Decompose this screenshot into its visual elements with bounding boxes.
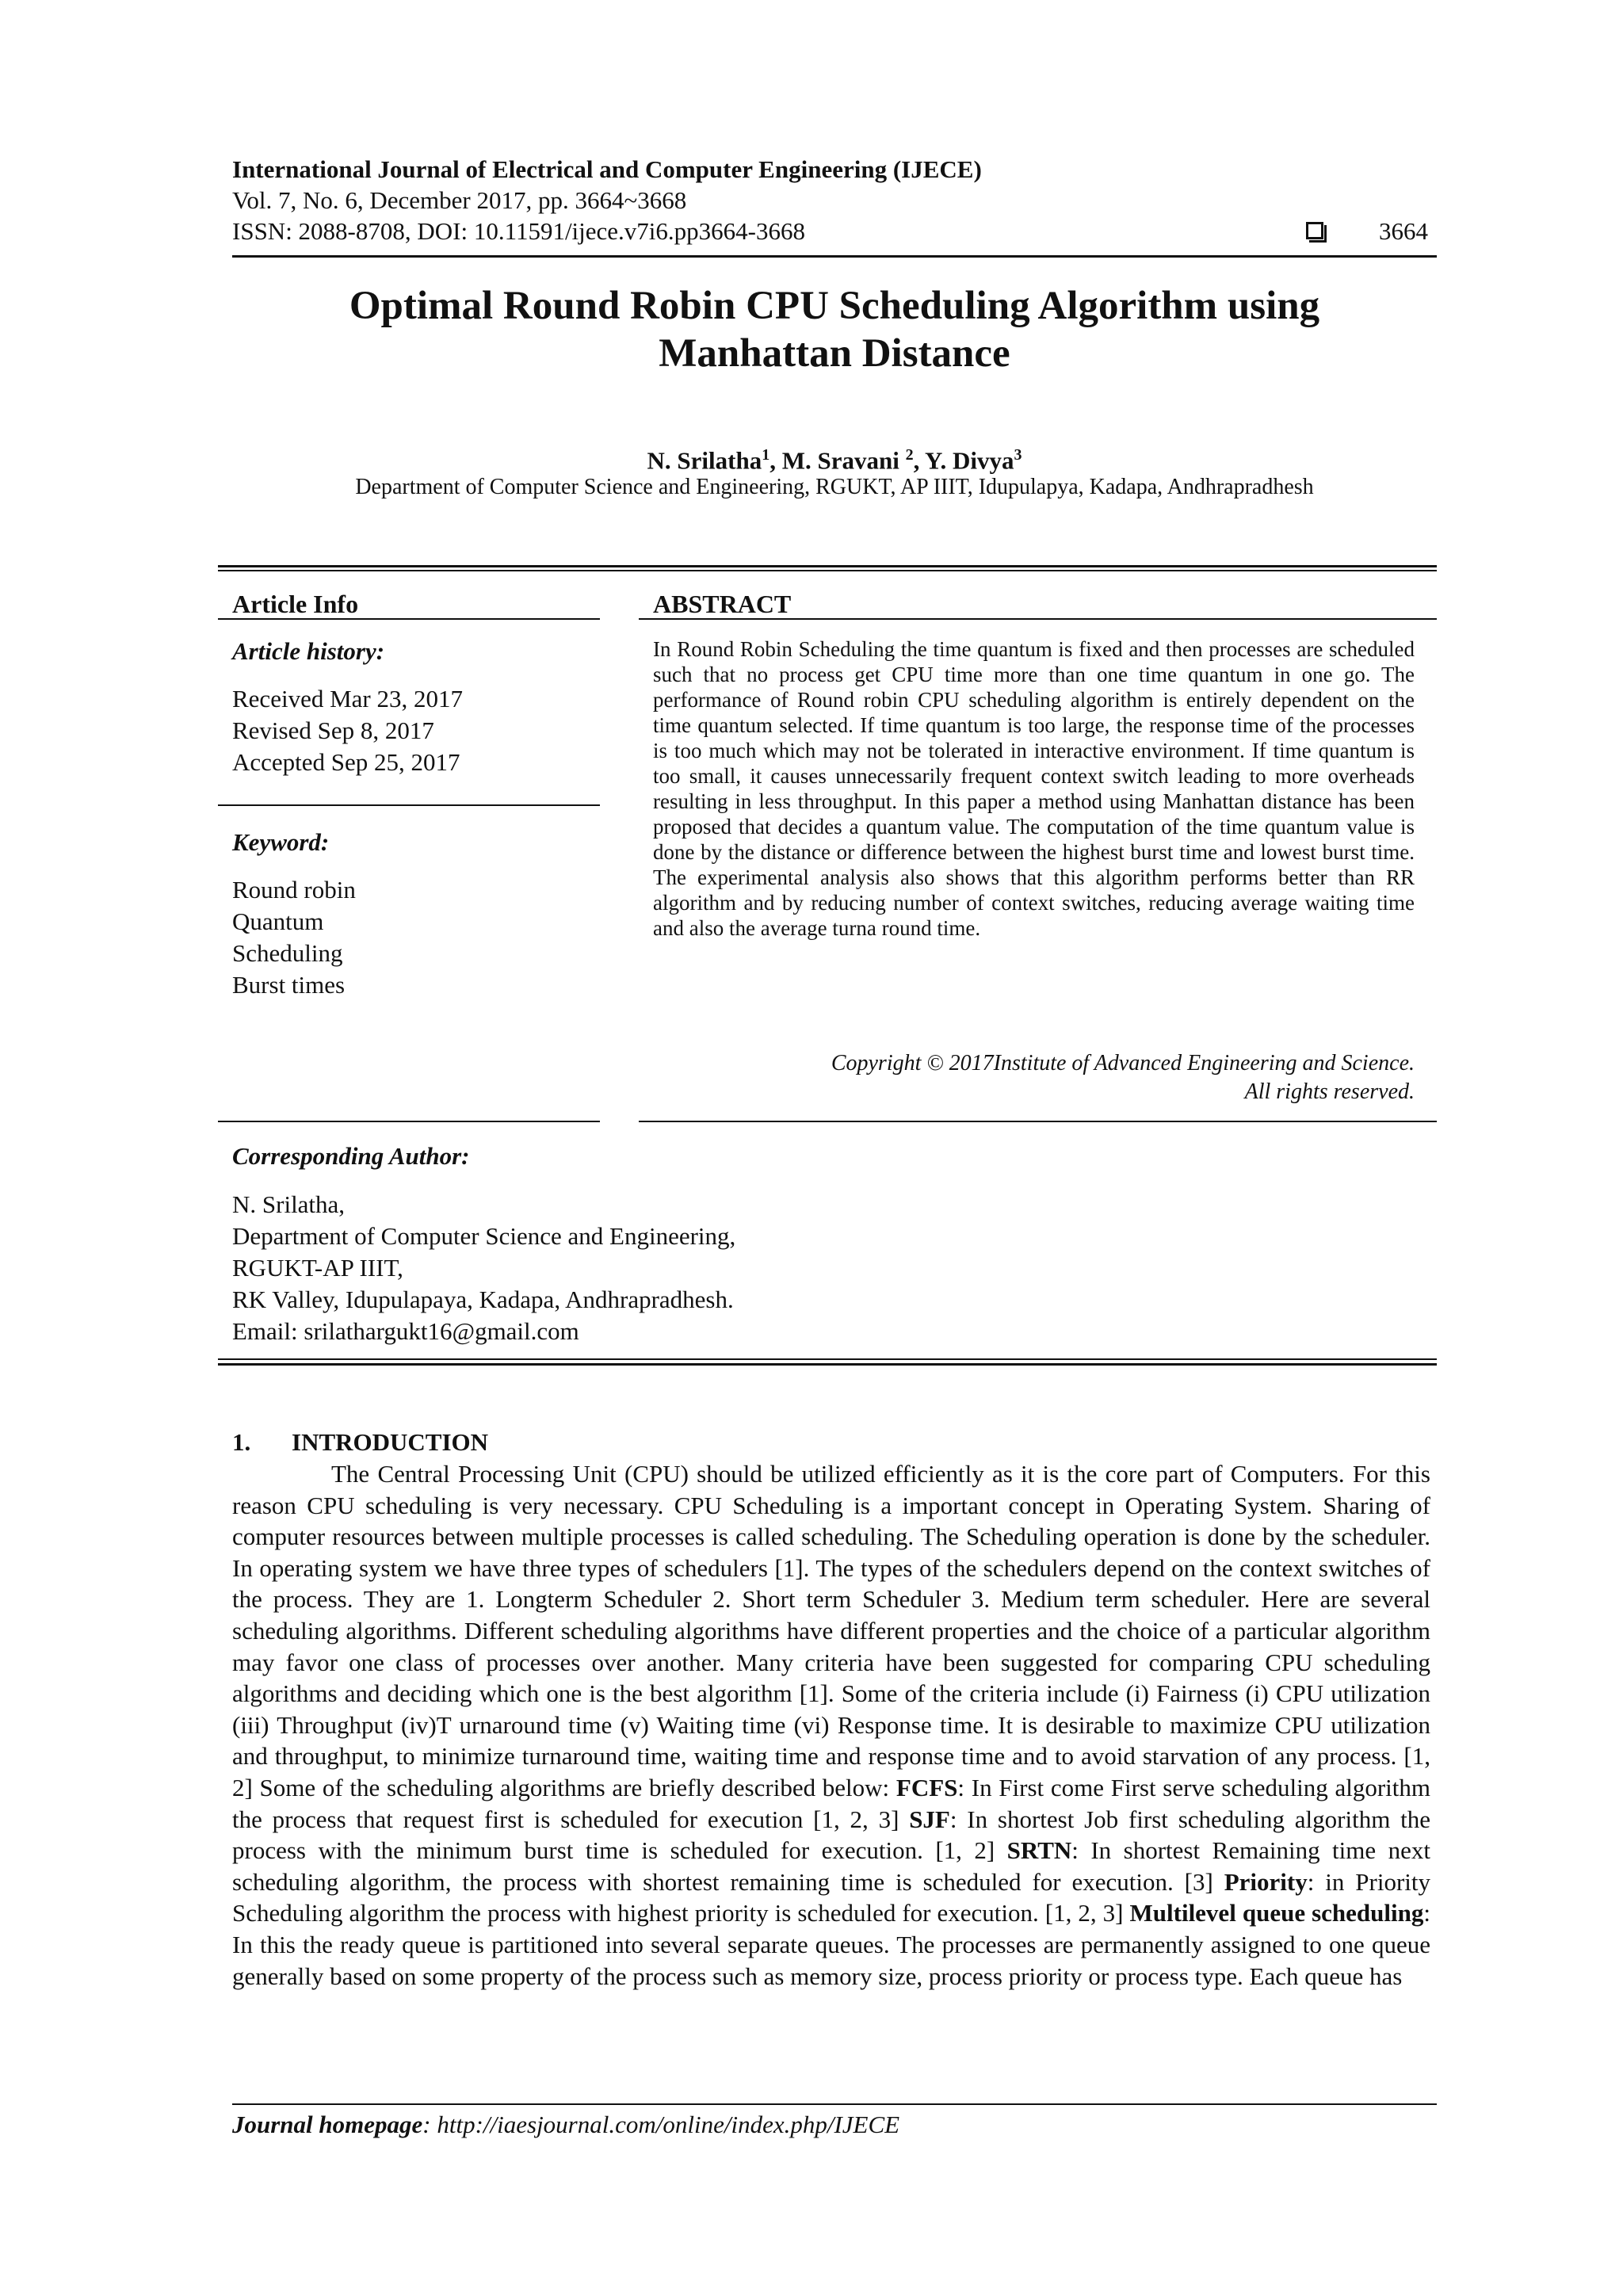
- abstract-rule: [639, 1121, 1437, 1122]
- title-line-2: Manhattan Distance: [659, 331, 1010, 376]
- title-line-1: Optimal Round Robin CPU Scheduling Algorithm using: [349, 284, 1320, 328]
- homepage-colon: :: [422, 2111, 437, 2138]
- journal-homepage: [232, 2110, 899, 2140]
- copyright-line-2: All rights reserved.: [1244, 1079, 1415, 1104]
- article-info-rule: [218, 804, 600, 806]
- section-number: 1.: [232, 1428, 251, 1456]
- author-1-affil: 1: [762, 446, 770, 464]
- author-address-line: RK Valley, Idupulapaya, Kadapa, Andhrapradhesh.: [232, 1286, 734, 1313]
- priority-term: Priority: [1224, 1867, 1308, 1896]
- section-rule: [218, 565, 1437, 567]
- accepted-date: Accepted Sep 25, 2017: [232, 748, 460, 776]
- square-bullet-icon: [1306, 222, 1323, 239]
- priority-text: : in Priority Scheduling algorithm the process with highest priority is scheduled for execution. [1, 2, 3]: [232, 1867, 1430, 1927]
- copyright-line-1: Copyright © 2017Institute of Advanced Engineering and Science.: [831, 1051, 1415, 1075]
- section-rule: [218, 570, 1437, 571]
- homepage-label: Journal homepage: [232, 2111, 423, 2138]
- author-2: M. Sravani: [781, 446, 906, 475]
- sjf-text: : In shortest Job first scheduling algorithm the process with the minimum burst time is scheduled for execution. [1, 2]: [232, 1805, 1430, 1865]
- keyword-label: Keyword:: [232, 828, 330, 856]
- keyword-list: [232, 874, 356, 1001]
- keyword-item: Burst times: [232, 971, 346, 999]
- abstract-rule: [639, 618, 1437, 620]
- intro-text: The Central Processing Unit (CPU) should be utilized efficiently as it is the core part of Computers. For this reason CPU scheduling is very necessary. CPU Scheduling is a important concept in Operating System. Sharing of computer resources between multiple processes is called scheduling. The Scheduling operation is done by the scheduler. In operating system we have three types of schedulers [1]. The types of the schedulers depend on the context switches of the process. They are 1. Longterm Scheduler 2. Short term Scheduler 3. Medium term scheduler. Here are several scheduling algorithms. Different scheduling algorithms have different properties and the choice of a particular algorithm may favor one class of processes over another. Many criteria have been suggested for comparing CPU scheduling algorithms and deciding which one is the best algorithm [1]. Some of the criteria include (i) Fairness (i) CPU utilization (iii) Throughput (iv)T urnaround time (v) Waiting time (vi) Response time. It is desirable to maximize CPU utilization and throughput, to minimize turnaround time, waiting time and response time and to avoid starvation of any process. [1, 2] Some of the scheduling algorithms are briefly described below:: [232, 1460, 1430, 1801]
- corresponding-author-details: [232, 1189, 735, 1347]
- introduction-paragraph: [232, 1458, 1430, 1992]
- header-rule: [232, 255, 1437, 258]
- section-title: INTRODUCTION: [292, 1428, 489, 1456]
- author-separator: ,: [769, 446, 782, 475]
- article-history: [232, 683, 463, 778]
- fcfs-term: FCFS: [896, 1773, 958, 1801]
- mlq-term: Multilevel queue scheduling: [1129, 1899, 1424, 1927]
- article-info-rule: [218, 618, 600, 620]
- paper-title: [158, 282, 1510, 377]
- received-date: Received Mar 23, 2017: [232, 685, 463, 712]
- abstract-text: In Round Robin Scheduling the time quantum is fixed and then processes are scheduled such that no process get CPU time more than one time quantum in one go. The performance of Round robin CPU scheduling algorithm is entirely dependent on the time quantum selected. If time quantum is too large, the response time of the processes is too much which may not be tolerated in interactive environment. If time quantum is too small, it causes unnecessarily frequent context switch leading to more overheads resulting in less throughput. In this paper a method using Manhattan distance has been proposed that decides a quantum value. The computation of the time quantum value is done by the distance or difference between the highest burst time and lowest burst time. The experimental analysis also shows that this algorithm performs better than RR algorithm and by reducing number of context switches, reducing average waiting time and also the average turna round time.: [653, 637, 1415, 940]
- footer-rule: [232, 2103, 1437, 2105]
- copyright-notice: [653, 1049, 1415, 1106]
- section-rule: [218, 1363, 1437, 1366]
- corresponding-author-heading: Corresponding Author:: [232, 1142, 470, 1170]
- mlq-text: : In this the ready queue is partitioned into several separate queues. The processes are permanently assigned to one queue generally based on some property of the process such as memory size, process priority or process type. Each queue has: [232, 1899, 1430, 1990]
- sjf-term: SJF: [909, 1805, 950, 1833]
- author-email[interactable]: Email: srilathargukt16@gmail.com: [232, 1317, 579, 1345]
- author-3-affil: 3: [1014, 446, 1022, 464]
- author-2-affil: 2: [905, 446, 914, 464]
- author-institute-line: RGUKT-AP IIIT,: [232, 1254, 403, 1282]
- author-list: [158, 441, 1510, 475]
- journal-volume: Vol. 7, No. 6, December 2017, pp. 3664~3668: [232, 186, 687, 214]
- journal-issn-doi: ISSN: 2088-8708, DOI: 10.11591/ijece.v7i6.pp3664-3668: [232, 217, 805, 245]
- keyword-item: Round robin: [232, 876, 356, 904]
- section-rule: [218, 1358, 1437, 1360]
- author-separator: ,: [913, 446, 925, 475]
- homepage-link[interactable]: http://iaesjournal.com/online/index.php/IJECE: [437, 2111, 900, 2138]
- srtn-text: : In shortest Remaining time next scheduling algorithm, the process with shortest remaining time is scheduled for execution. [3]: [232, 1836, 1430, 1896]
- abstract-heading: ABSTRACT: [653, 590, 792, 618]
- author-department-line: Department of Computer Science and Engineering,: [232, 1222, 736, 1250]
- affiliation: Department of Computer Science and Engineering, RGUKT, AP IIIT, Idupulapya, Kadapa, Andhrapradhesh: [355, 475, 1314, 499]
- page-number: 3664: [1379, 217, 1428, 245]
- article-history-label: Article history:: [232, 637, 385, 665]
- author-name-line: N. Srilatha,: [232, 1190, 346, 1218]
- srtn-term: SRTN: [1006, 1836, 1072, 1865]
- keyword-item: Scheduling: [232, 939, 343, 967]
- author-3: Y. Divya: [924, 446, 1014, 475]
- introduction-heading: [232, 1428, 488, 1457]
- author-1: N. Srilatha: [647, 446, 762, 475]
- journal-name: International Journal of Electrical and Computer Engineering (IJECE): [232, 155, 982, 183]
- article-info-heading: Article Info: [232, 590, 359, 618]
- keyword-item: Quantum: [232, 907, 324, 935]
- article-info-rule: [218, 1121, 600, 1122]
- revised-date: Revised Sep 8, 2017: [232, 716, 434, 744]
- fcfs-text: : In First come First serve scheduling algorithm the process that request first is scheduled for execution [1, 2, 3]: [232, 1773, 1430, 1833]
